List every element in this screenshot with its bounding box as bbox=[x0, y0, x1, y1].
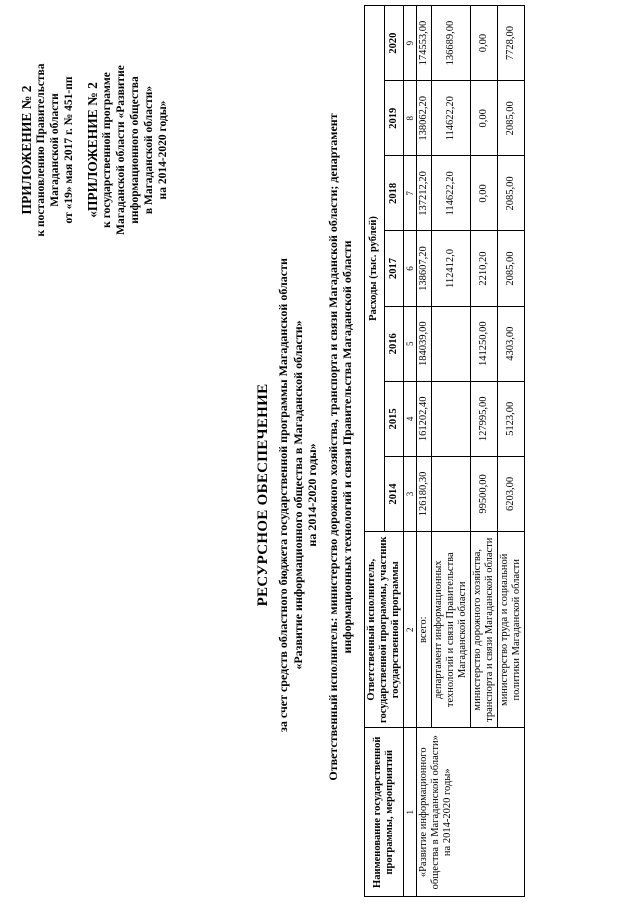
document-subtitle bbox=[276, 195, 320, 795]
value-cell: 174553,00 bbox=[417, 6, 432, 81]
value-cell: 184039,00 bbox=[417, 306, 432, 381]
header-year: 2015 bbox=[384, 381, 404, 456]
value-cell: 99500,00 bbox=[471, 456, 498, 531]
inner-appendix-title: «ПРИЛОЖЕНИЕ № 2 bbox=[85, 82, 100, 218]
value-cell: 136689,00 bbox=[432, 6, 471, 81]
header-executor: Ответственный исполнитель, государственной программы, участник государственной программы bbox=[365, 532, 404, 728]
value-cell: 114622,20 bbox=[432, 156, 471, 231]
column-index: 9 bbox=[404, 6, 417, 81]
subtitle-line: на 2014-2020 годы» bbox=[305, 443, 319, 547]
value-cell bbox=[432, 306, 471, 381]
value-cell: 114622,20 bbox=[432, 81, 471, 156]
row-label: министерство труда и социальной политики Магаданской области bbox=[498, 532, 525, 728]
column-index: 1 bbox=[404, 728, 417, 897]
value-cell: 126180,30 bbox=[417, 456, 432, 531]
value-cell: 2210,20 bbox=[471, 231, 498, 306]
column-index: 4 bbox=[404, 381, 417, 456]
value-cell: 138607,20 bbox=[417, 231, 432, 306]
value-cell: 137212,20 bbox=[417, 156, 432, 231]
resource-table bbox=[364, 5, 525, 897]
column-index: 6 bbox=[404, 231, 417, 306]
value-cell: 0,00 bbox=[471, 6, 498, 81]
header-year: 2016 bbox=[384, 306, 404, 381]
value-cell: 161202,40 bbox=[417, 381, 432, 456]
header-year: 2019 bbox=[384, 81, 404, 156]
column-index: 7 bbox=[404, 156, 417, 231]
row-label: всего: bbox=[417, 532, 432, 728]
value-cell: 2085,00 bbox=[498, 231, 525, 306]
value-cell: 5123,00 bbox=[498, 381, 525, 456]
appendix-line: Магаданской области bbox=[49, 93, 61, 207]
header-year: 2020 bbox=[384, 6, 404, 81]
responsible-executor bbox=[326, 7, 354, 887]
column-index-row bbox=[404, 6, 417, 897]
document-title: РЕСУРСНОЕ ОБЕСПЕЧЕНИЕ bbox=[255, 383, 271, 607]
header-year: 2014 bbox=[384, 456, 404, 531]
inner-appendix-line: информационного общества bbox=[129, 76, 141, 224]
appendix-line: от «19» мая 2017 г. № 451-пп bbox=[63, 76, 75, 224]
program-name-cell: «Развитие информационного общества в Магаданской области» на 2014-2020 годы» bbox=[417, 728, 525, 897]
table-row bbox=[417, 6, 432, 897]
header-year: 2017 bbox=[384, 231, 404, 306]
subtitle-line: «Развитие информационного общества в Магаданской области» bbox=[290, 320, 305, 670]
header-expenses: Расходы (тыс. рублей) bbox=[365, 6, 385, 532]
inner-appendix-line: к государственной программе bbox=[101, 72, 113, 228]
inner-appendix-line: в Магаданской области» bbox=[143, 85, 155, 215]
header-program-name: Наименование государственной программы, мероприятий bbox=[365, 728, 404, 897]
value-cell: 141250,00 bbox=[471, 306, 498, 381]
value-cell: 2085,00 bbox=[498, 81, 525, 156]
value-cell: 138062,20 bbox=[417, 81, 432, 156]
responsible-line: информационных технологий и связи Правительства Магаданской области bbox=[340, 240, 354, 654]
appendix-title: ПРИЛОЖЕНИЕ № 2 bbox=[19, 85, 34, 215]
column-index: 2 bbox=[404, 532, 417, 728]
header-row bbox=[365, 6, 385, 897]
value-cell: 127995,00 bbox=[471, 381, 498, 456]
subtitle-line: за счет средств областного бюджета государственной программы Магаданской области bbox=[276, 258, 290, 732]
value-cell bbox=[432, 456, 471, 531]
appendix-line: к постановлению Правительства bbox=[35, 63, 47, 237]
value-cell: 4303,00 bbox=[498, 306, 525, 381]
value-cell: 0,00 bbox=[471, 156, 498, 231]
responsible-line: Ответственный исполнитель: министерство дорожного хозяйства, транспорта и связи Магаданской области; департамент bbox=[326, 113, 340, 781]
row-label: департамент информационных технологий и связи Правительства Магаданской области bbox=[432, 532, 471, 728]
value-cell: 0,00 bbox=[471, 81, 498, 156]
value-cell: 112412,0 bbox=[432, 231, 471, 306]
value-cell: 2085,00 bbox=[498, 156, 525, 231]
value-cell: 6203,00 bbox=[498, 456, 525, 531]
header-year: 2018 bbox=[384, 156, 404, 231]
inner-appendix-line: на 2014-2020 годы» bbox=[157, 100, 169, 200]
appendix-block bbox=[20, 35, 170, 265]
inner-appendix-line: Магаданской области «Развитие bbox=[115, 65, 127, 235]
column-index: 3 bbox=[404, 456, 417, 531]
value-cell bbox=[432, 381, 471, 456]
value-cell: 7728,00 bbox=[498, 6, 525, 81]
row-label: министерство дорожного хозяйства, транспорта и связи Магаданской области bbox=[471, 532, 498, 728]
column-index: 5 bbox=[404, 306, 417, 381]
column-index: 8 bbox=[404, 81, 417, 156]
